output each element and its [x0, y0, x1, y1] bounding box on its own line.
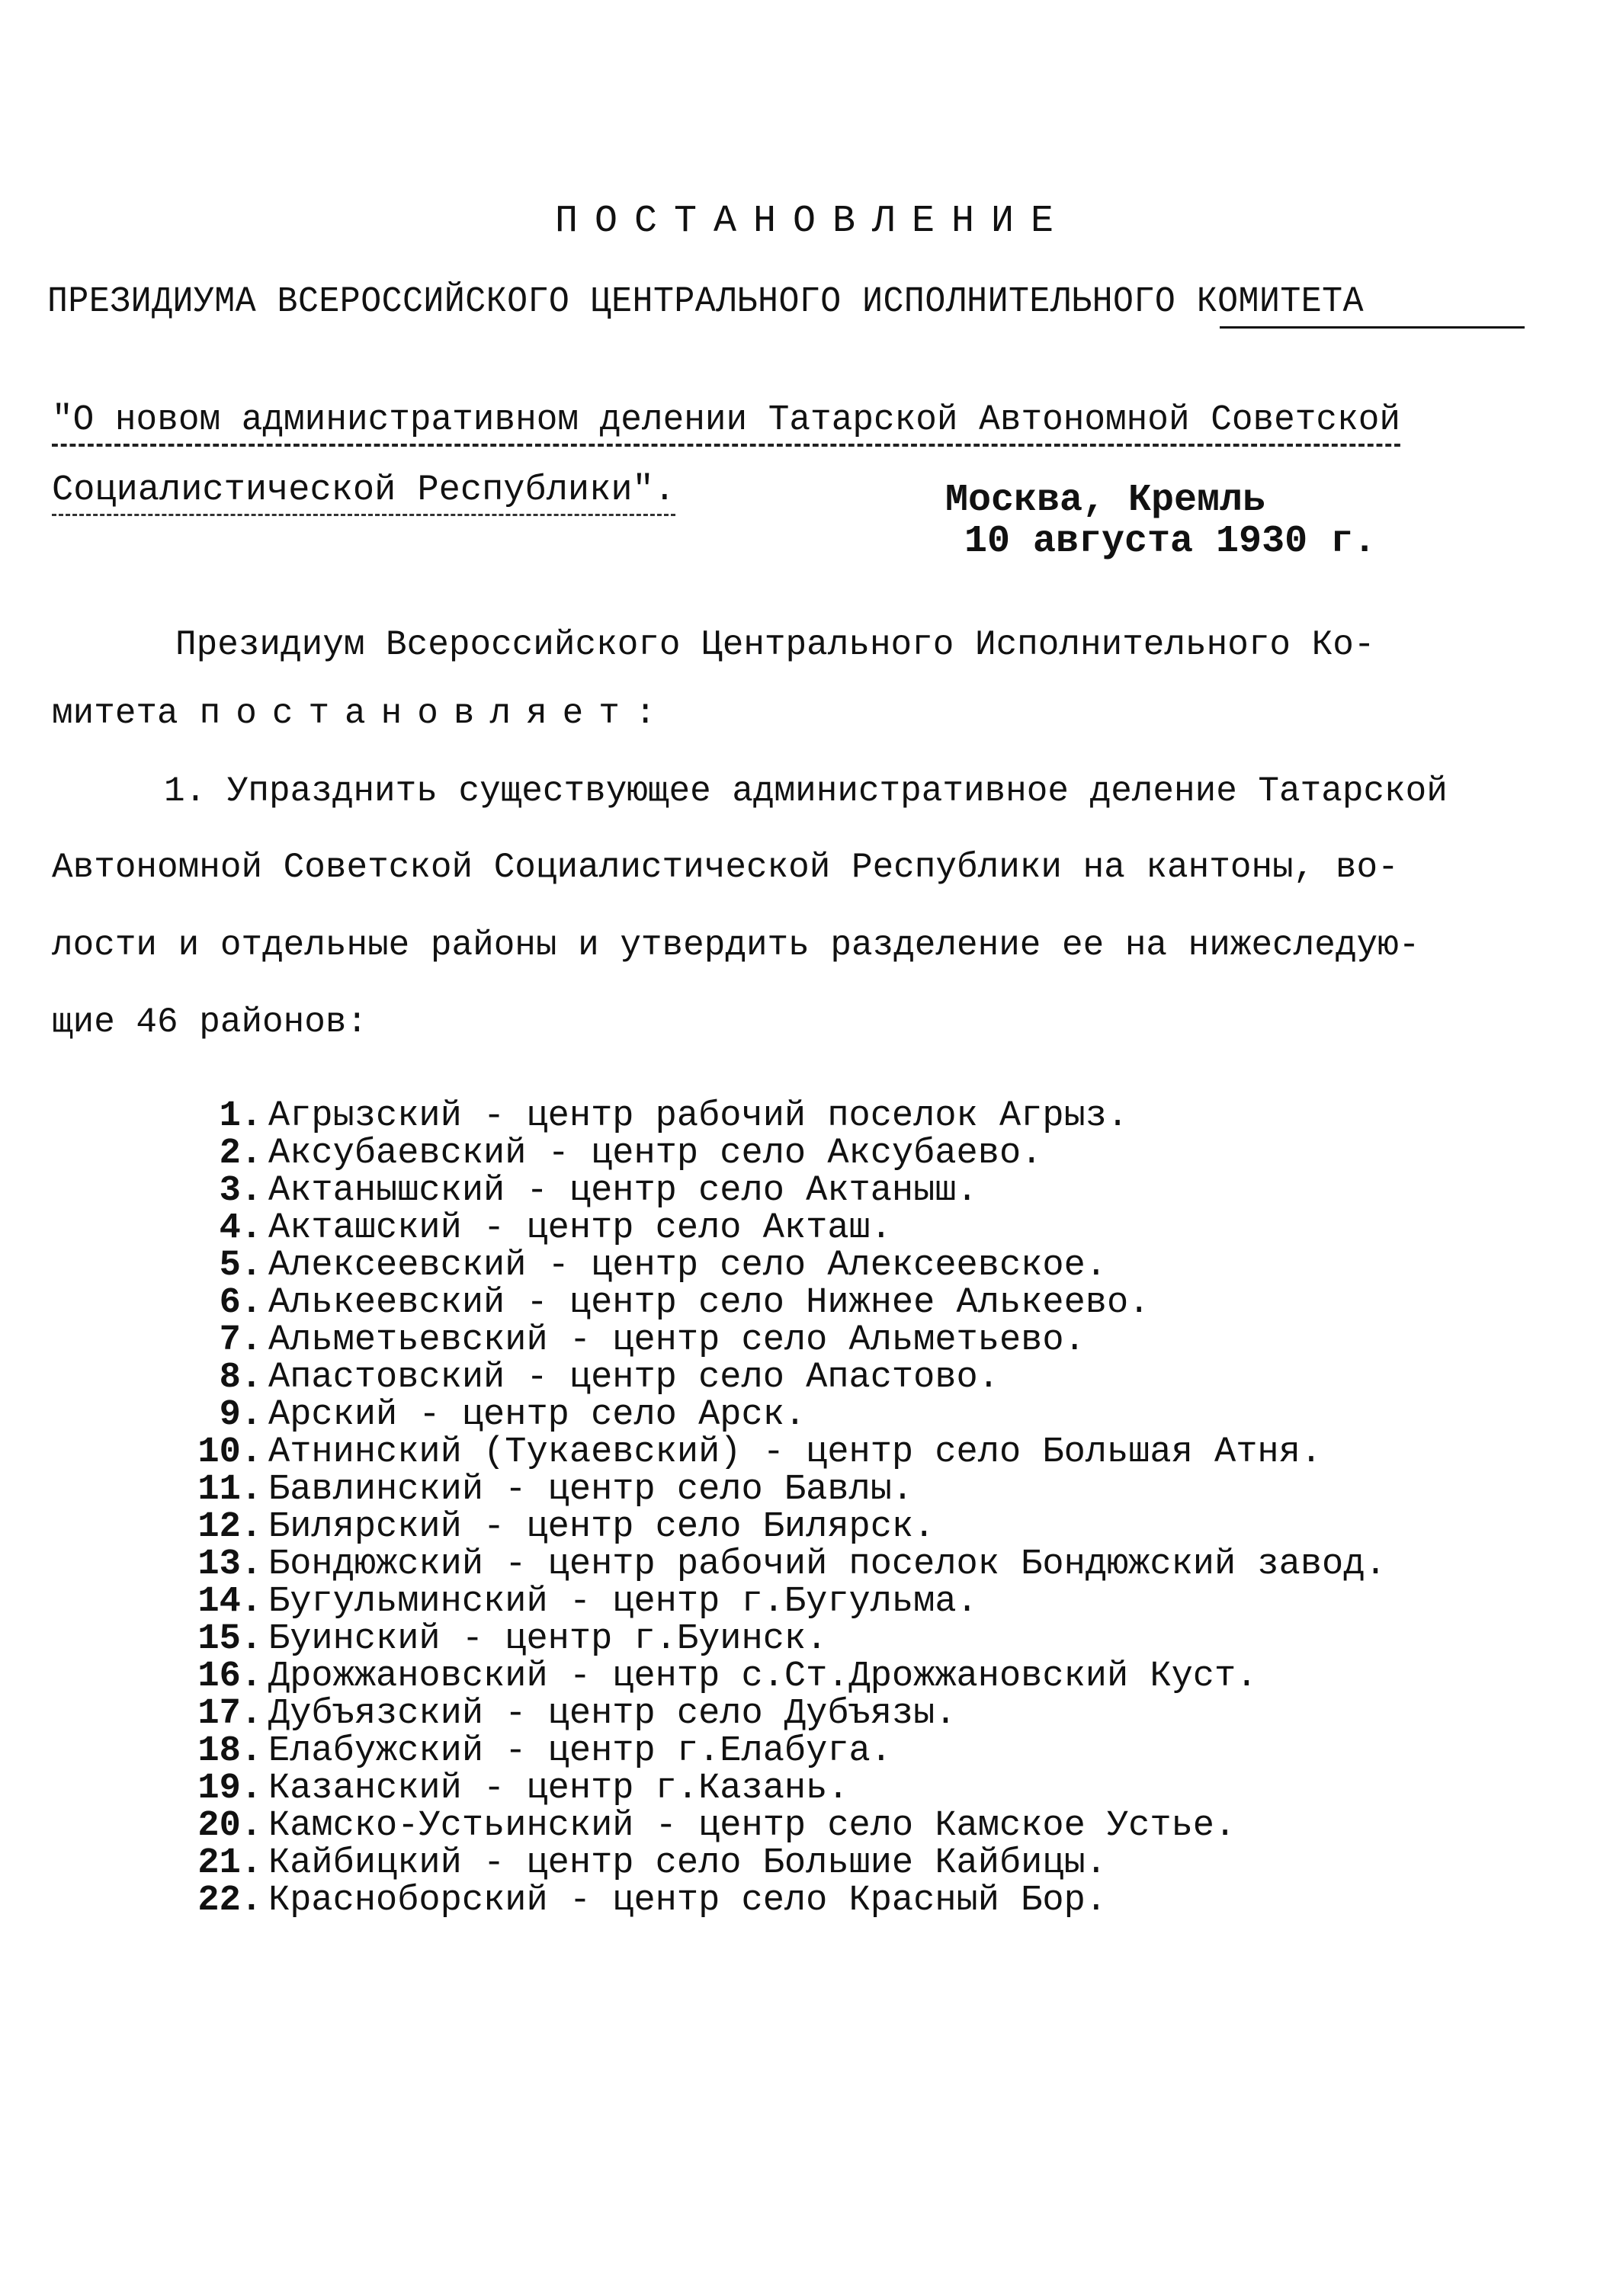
district-text: Алексеевский - центр село Алексеевское. — [268, 1246, 1107, 1286]
paragraph-item-1-line-1: 1. Упразднить существующее административное деление Татарской — [164, 771, 1448, 811]
district-list — [191, 1098, 1387, 1919]
district-number: 22. — [197, 1881, 262, 1921]
district-item — [191, 1247, 1387, 1284]
district-text: Актанышский - центр село Актаныш. — [268, 1171, 978, 1211]
district-item — [191, 1172, 1387, 1210]
district-number: 3. — [219, 1171, 262, 1211]
district-item — [191, 1695, 1387, 1733]
district-number: 9. — [219, 1395, 262, 1435]
district-item — [191, 1807, 1387, 1845]
district-text: Дубъязский - центр село Дубъязы. — [268, 1694, 957, 1734]
district-text: Бавлинский - центр село Бавлы. — [268, 1470, 914, 1510]
decree-date: 10 августа 1930 г. — [964, 520, 1377, 563]
district-item — [191, 1546, 1387, 1583]
district-number: 8. — [219, 1358, 262, 1398]
district-number: 20. — [197, 1806, 262, 1846]
document-subtitle: ПРЕЗИДИУМА ВСЕРОССИЙСКОГО ЦЕНТРАЛЬНОГО ИСПОЛНИТЕЛЬНОГО КОМИТЕТА — [47, 282, 1365, 322]
district-text: Казанский - центр г.Казань. — [268, 1768, 849, 1809]
district-number: 6. — [219, 1283, 262, 1323]
district-number: 18. — [197, 1731, 262, 1772]
district-number: 11. — [197, 1470, 262, 1510]
decree-place: Москва, Кремль — [945, 479, 1266, 522]
paragraph-resolves-verb: постановляет: — [199, 694, 672, 733]
district-text: Камско-Устьинский - центр село Камское Устье. — [268, 1806, 1236, 1846]
district-text: Елабужский - центр г.Елабуга. — [268, 1731, 892, 1772]
district-text: Бугульминский - центр г.Бугульма. — [268, 1582, 978, 1622]
district-text: Альметьевский - центр село Альметьево. — [268, 1320, 1086, 1361]
district-text: Дрожжановский - центр с.Ст.Дрожжановский Куст. — [268, 1656, 1258, 1697]
district-text: Алькеевский - центр село Нижнее Алькеево. — [268, 1283, 1150, 1323]
district-item — [191, 1658, 1387, 1695]
district-item — [191, 1733, 1387, 1770]
district-item — [191, 1434, 1387, 1471]
document-title: ПОСТАНОВЛЕНИЕ — [554, 200, 1071, 243]
district-number: 12. — [197, 1507, 262, 1547]
district-text: Билярский - центр село Билярск. — [268, 1507, 935, 1547]
district-item — [191, 1882, 1387, 1919]
district-item — [191, 1359, 1387, 1397]
district-number: 7. — [219, 1320, 262, 1361]
district-item — [191, 1621, 1387, 1658]
district-item — [191, 1471, 1387, 1509]
district-number: 14. — [197, 1582, 262, 1622]
district-text: Апастовский - центр село Апастово. — [268, 1358, 999, 1398]
district-item — [191, 1845, 1387, 1882]
district-number: 2. — [219, 1134, 262, 1174]
paragraph-intro: Президиум Всероссийского Центрального Исполнительного Ко- — [175, 625, 1375, 665]
subtitle-underline — [1220, 326, 1525, 329]
district-number: 13. — [197, 1544, 262, 1585]
district-number: 21. — [197, 1843, 262, 1884]
district-text: Красноборский - центр село Красный Бор. — [268, 1881, 1107, 1921]
district-number: 1. — [219, 1096, 262, 1137]
district-number: 15. — [197, 1619, 262, 1659]
district-item — [191, 1583, 1387, 1621]
paragraph-item-1-line-2: Автономной Советской Социалистической Республики на кантоны, во- — [52, 848, 1399, 887]
district-text: Аксубаевский - центр село Аксубаево. — [268, 1134, 1043, 1174]
district-text: Атнинский (Тукаевский) - центр село Большая Атня. — [268, 1432, 1323, 1473]
district-item — [191, 1322, 1387, 1359]
paragraph-item-1-line-3: лости и отдельные районы и утвердить разделение ее на нижеследую- — [52, 925, 1420, 965]
district-number: 19. — [197, 1768, 262, 1809]
district-item — [191, 1770, 1387, 1807]
district-text: Агрызский - центр рабочий поселок Агрыз. — [268, 1096, 1129, 1137]
district-text: Буинский - центр г.Буинск. — [268, 1619, 828, 1659]
district-item — [191, 1098, 1387, 1135]
district-text: Арский - центр село Арск. — [268, 1395, 807, 1435]
district-item — [191, 1210, 1387, 1247]
district-item — [191, 1509, 1387, 1546]
district-number: 4. — [219, 1208, 262, 1249]
paragraph-resolves — [52, 694, 672, 733]
district-text: Бондюжский - центр рабочий поселок Бондюжский завод. — [268, 1544, 1387, 1585]
paragraph-item-1-line-4: щие 46 районов: — [52, 1002, 368, 1042]
paragraph-resolves-start: митета — [52, 694, 178, 733]
district-item — [191, 1397, 1387, 1434]
district-number: 5. — [219, 1246, 262, 1286]
district-item — [191, 1284, 1387, 1322]
district-text: Кайбицкий - центр село Большие Кайбицы. — [268, 1843, 1107, 1884]
decree-title-line-2: Социалистической Республики". — [52, 470, 675, 516]
district-text: Акташский - центр село Акташ. — [268, 1208, 892, 1249]
district-item — [191, 1135, 1387, 1172]
district-number: 16. — [197, 1656, 262, 1697]
decree-title-line-1: "О новом административном делении Татарской Автономной Советской — [52, 400, 1400, 447]
district-number: 17. — [197, 1694, 262, 1734]
district-number: 10. — [197, 1432, 262, 1473]
